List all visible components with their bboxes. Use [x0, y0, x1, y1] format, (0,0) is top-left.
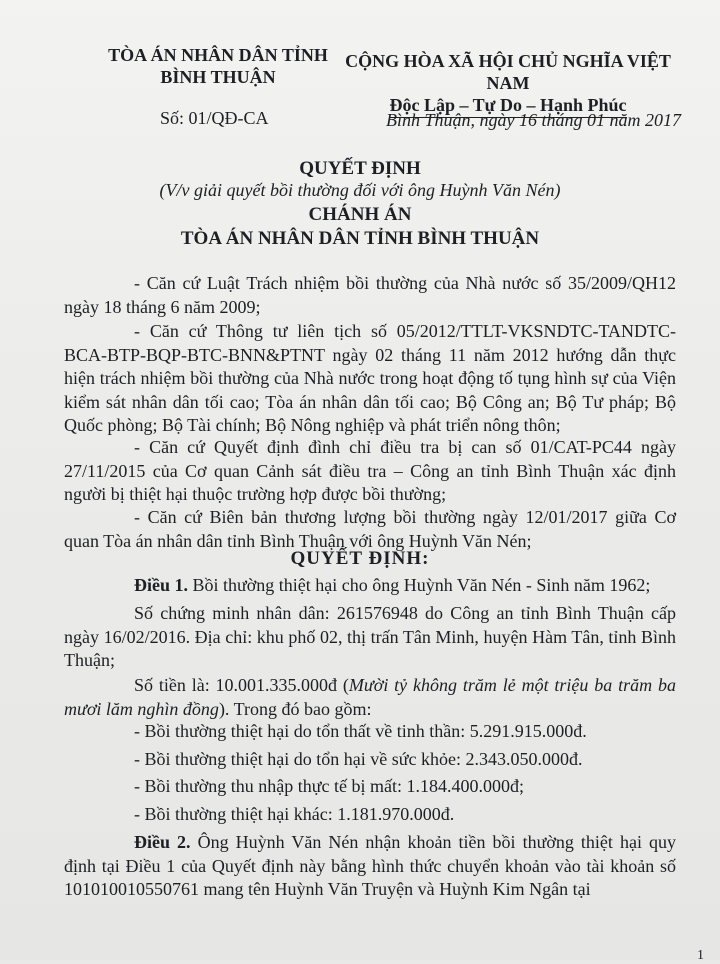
article-1-label: Điều 1.	[134, 575, 188, 595]
country-name: CỘNG HÒA XÃ HỘI CHỦ NGHĨA VIỆT NAM	[345, 51, 671, 93]
court-name-line1: TÒA ÁN NHÂN DÂN TỈNH	[108, 45, 328, 65]
document-subject: (V/v giải quyết bồi thường đối với ông Huỳnh Văn Nén)	[159, 180, 561, 200]
amount-paragraph	[64, 674, 676, 721]
article-2-paragraph	[64, 831, 676, 902]
basis-paragraph	[64, 506, 676, 553]
article-2-text: Ông Huỳnh Văn Nén nhận khoản tiền bồi thường thiệt hại quy định tại Điều 1 của Quyết định này bằng hình thức chuyển khoản vào tài khoản số 101010010550761 mang tên Huỳnh Văn Truyện và Huỳnh Kim Ngân tại	[64, 832, 676, 899]
amount-suffix: ). Trong đó bao gồm:	[218, 698, 372, 719]
authority-title: CHÁNH ÁN	[308, 204, 412, 225]
page-number: 1	[697, 948, 704, 963]
court-name-line2: BÌNH THUẬN	[160, 67, 276, 87]
authority-court: TÒA ÁN NHÂN DÂN TỈNH BÌNH THUẬN	[180, 228, 540, 249]
basis-text: - Căn cứ Biên bản thương lượng bồi thường ngày 12/01/2017 giữa Cơ quan Tòa án nhân dân tỉnh Bình Thuận với ông Huỳnh Văn Nén;	[64, 507, 676, 551]
compensation-item: - Bồi thường thu nhập thực tế bị mất: 1.184.400.000đ;	[134, 776, 524, 796]
basis-text: - Căn cứ Luật Trách nhiệm bồi thường của Nhà nước số 35/2009/QH12 ngày 18 tháng 6 năm 2009;	[64, 273, 676, 317]
id-info-paragraph	[64, 602, 676, 673]
basis-text: - Căn cứ Thông tư liên tịch số 05/2012/TTLT-VKSNDTC-TANDTC-BCA-BTP-BQP-BTC-BNN&PTNT ngày 02 tháng 11 năm 2012 hướng dẫn thực hiện trách nhiệm bồi thường của Nhà nước trong hoạt động tố tụng hình sự của Viện kiểm sát nhân dân tối cao; Tòa án nhân dân tối cao; Bộ Công an; Bộ Tư pháp; Bộ Quốc phòng; Bộ Tài chính; Bộ Nông nghiệp và phát triển nông thôn;	[64, 321, 676, 435]
article-2-label: Điều 2.	[134, 832, 191, 852]
document-date: Bình Thuận, ngày 16 tháng 01 năm 2017	[386, 110, 681, 130]
compensation-item: - Bồi thường thiệt hại khác: 1.181.970.000đ.	[134, 804, 455, 824]
issuing-court-header	[98, 44, 338, 88]
id-info-text: Số chứng minh nhân dân: 261576948 do Công an tỉnh Bình Thuận cấp ngày 16/02/2016. Địa chỉ: khu phố 02, thị trấn Tân Minh, huyện Hàm Tân, tỉnh Bình Thuận;	[64, 603, 676, 670]
amount-in-words: Mười tỷ không trăm lẻ một triệu ba trăm ba mươi lăm nghìn đồng	[64, 675, 676, 719]
basis-text: - Căn cứ Quyết định đình chỉ điều tra bị can số 01/CAT-PC44 ngày 27/11/2015 của Cơ quan Cảnh sát điều tra – Công an tỉnh Bình Thuận xác định người bị thiệt hại thuộc trường hợp được bồi thường;	[64, 437, 676, 504]
basis-paragraph	[64, 272, 676, 319]
national-motto: Độc Lập – Tự Do – Hạnh Phúc	[389, 94, 626, 118]
basis-paragraph	[64, 436, 676, 507]
basis-paragraph	[64, 320, 676, 438]
document-number: Số: 01/QĐ-CA	[160, 108, 269, 128]
article-1-paragraph	[64, 574, 676, 598]
amount-prefix: Số tiền là: 10.001.335.000đ (	[134, 675, 349, 695]
compensation-item: - Bồi thường thiệt hại do tổn thất về tinh thần: 5.291.915.000đ.	[134, 721, 587, 741]
national-motto-header	[338, 50, 678, 118]
decision-heading: QUYẾT ĐỊNH:	[290, 548, 430, 569]
compensation-item: - Bồi thường thiệt hại do tổn hại về sức khỏe: 2.343.050.000đ.	[134, 749, 583, 769]
article-1-text: Bồi thường thiệt hại cho ông Huỳnh Văn Nén - Sinh năm 1962;	[188, 575, 651, 595]
document-title: QUYẾT ĐỊNH	[299, 158, 421, 179]
